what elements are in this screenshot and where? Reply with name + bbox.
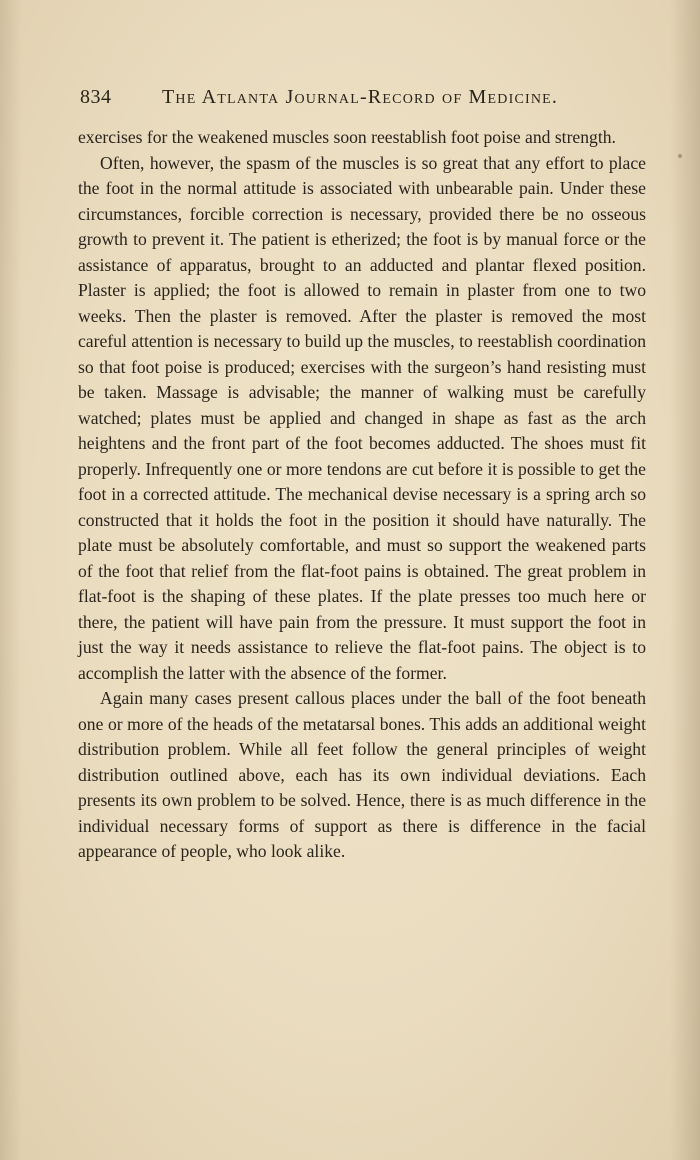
page-header: [80, 86, 640, 110]
paper-speck: [678, 154, 682, 158]
paragraph-continuation: exercises for the weakened muscles soon reestablish foot poise and strength.: [78, 127, 616, 147]
article-body: [78, 125, 646, 865]
paragraph-spasm-correction: Often, however, the spasm of the muscles is so great that any effort to place the foot in the normal attitude is associated with unbearable pain. Under these circumstances, forcible correction is necessary, provided there be no osseous growth to prevent it. The patient is etherized; the foot is by manual force or the assistance of apparatus, brought to an adducted and plantar flexed position. Plaster is applied; the foot is allowed to remain in plaster from one to two weeks. Then the plaster is removed. After the plaster is removed the most careful attention is necessary to build up the muscles, to reestablish coordination so that foot poise is produced; exercises with the surgeon’s hand resisting must be taken. Massage is advisable; the manner of walking must be carefully watched; plates must be applied and changed in shape as fast as the arch heightens and the front part of the foot becomes adducted. The shoes must fit properly. Infrequently one or more tendons are cut before it is possible to get the foot in a corrected attitude. The mechanical devise necessary is a spring arch so constructed that it holds the foot in the position it should have naturally. The plate must be absolutely comfortable, and must so support the weakened parts of the foot that relief from the flat-foot pains is obtained. The great problem in flat-foot is the shaping of these plates. If the plate presses too much here or there, the patient will have pain from the pressure. It must support the foot in just the way it needs assistance to relieve the flat-foot pains. The object is to accomplish the latter with the absence of the former.: [78, 152, 646, 683]
page-number: 834: [80, 86, 112, 108]
running-title: The Atlanta Journal-Record of Medicine.: [162, 86, 559, 108]
paragraph-callous-places: Again many cases present callous places under the ball of the foot beneath one or more of the heads of the metatarsal bones. This adds an additional weight distribution problem. While all feet follow the general principles of weight distribution outlined above, each has its own individual deviations. Each presents its own problem to be solved. Hence, there is as much difference in the individual necessary forms of support as there is difference in the facial appearance of people, who look alike.: [78, 688, 646, 861]
